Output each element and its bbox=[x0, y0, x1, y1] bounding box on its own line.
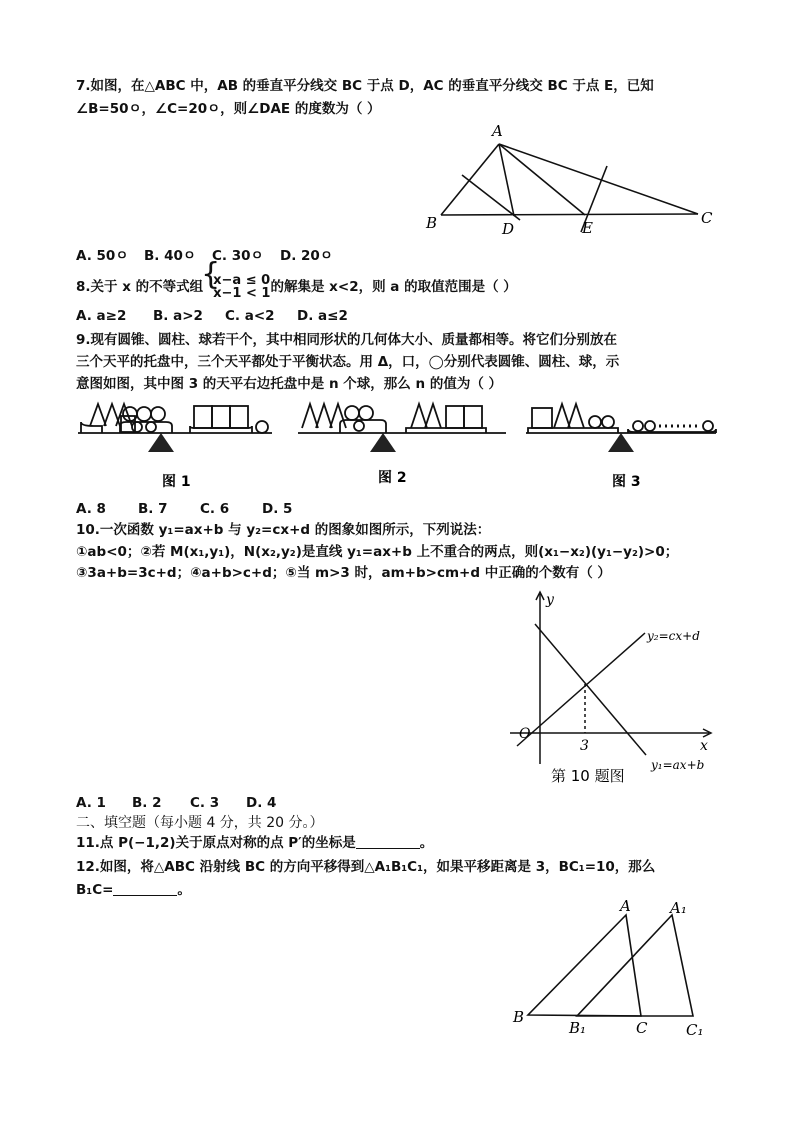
cone-icon bbox=[316, 404, 332, 428]
q7-line1: 7.如图，在△ABC 中，AB 的垂直平分线交 BC 于点 D，AC 的垂直平分线交 BC 于点 E，已知 bbox=[76, 78, 654, 94]
q12-label-c1: C₁ bbox=[686, 1021, 704, 1039]
q10-line3: ③3a+b=3c+d；④a+b>c+d；⑤当 m>3 时，am+b>cm+d 中正确的个数有（ ） bbox=[76, 565, 611, 581]
section-title: 二、填空题（每小题 4 分，共 20 分。） bbox=[76, 815, 324, 831]
q7-label-d: D bbox=[502, 220, 515, 238]
q7-triangle-figure bbox=[420, 120, 720, 240]
q8-inequality-2: x−1 < 1 bbox=[213, 286, 271, 301]
cone-icon bbox=[411, 404, 427, 428]
q9-line1: 9.现有圆锥、圆柱、球若干个，其中相同形状的几何体大小、质量都相等。将它们分别放在 bbox=[76, 332, 618, 348]
sphere-icon bbox=[359, 406, 373, 420]
q9-balance-1 bbox=[78, 404, 272, 433]
q10-line2-label: y₂=cx+d bbox=[647, 629, 700, 643]
q10-line-y1 bbox=[535, 624, 646, 755]
q8-option-d[interactable]: D. a≤2 bbox=[297, 308, 348, 324]
q9-option-a[interactable]: A. 8 bbox=[76, 501, 106, 517]
q10-options bbox=[76, 793, 276, 813]
q9-fulcrum-1 bbox=[148, 433, 174, 452]
q9-caption-2: 图 2 bbox=[378, 470, 407, 486]
q7-option-d[interactable]: D. 20ㅇ bbox=[280, 248, 333, 264]
q7-perp-bisector-ab bbox=[462, 175, 520, 220]
sphere-icon bbox=[146, 422, 156, 432]
sphere-icon bbox=[645, 421, 655, 431]
q10-option-d[interactable]: D. 4 bbox=[246, 795, 277, 811]
q12-label-b: B bbox=[513, 1008, 525, 1026]
q7-option-b[interactable]: B. 40ㅇ bbox=[144, 248, 196, 264]
sphere-icon bbox=[345, 406, 359, 420]
cone-icon bbox=[302, 404, 318, 428]
q8-line bbox=[76, 274, 517, 300]
q12-label-a: A bbox=[620, 897, 631, 915]
cone-icon bbox=[90, 404, 106, 426]
q11-line bbox=[76, 833, 433, 853]
q8-inequality-1: { x−a ≤ 0 bbox=[213, 273, 271, 288]
q10-line2: ①ab<0；②若 M(x₁,y₁)，N(x₂,y₂)是直线 y₁=ax+b 上不重合的两点，则(x₁−x₂)(y₁−y₂)>0； bbox=[76, 544, 679, 560]
q7-label-a: A bbox=[492, 122, 503, 140]
sphere-icon bbox=[633, 421, 643, 431]
q10-graph bbox=[505, 588, 735, 788]
q9-options bbox=[76, 499, 292, 519]
q8-prefix: 8.关于 x 的不等式组 bbox=[76, 279, 204, 295]
q10-line1-label: y₁=ax+b bbox=[651, 758, 705, 772]
q10-option-a[interactable]: A. 1 bbox=[76, 795, 106, 811]
q9-option-d[interactable]: D. 5 bbox=[262, 501, 293, 517]
q9-fulcrum-2 bbox=[370, 433, 396, 452]
q9-balance-figure bbox=[76, 396, 726, 496]
q10-line1: 10.一次函数 y₁=ax+b 与 y₂=cx+d 的图象如图所示，下列说法： bbox=[76, 522, 491, 538]
cone-icon bbox=[425, 404, 441, 428]
q9-balance-2 bbox=[298, 404, 506, 433]
q10-option-c[interactable]: C. 3 bbox=[190, 795, 220, 811]
sphere-icon bbox=[602, 416, 614, 428]
cylinder-icon bbox=[194, 406, 212, 428]
sphere-icon bbox=[256, 421, 268, 433]
q9-fulcrum-3 bbox=[608, 433, 634, 452]
q11-answer-blank[interactable] bbox=[356, 834, 420, 849]
sphere-icon bbox=[137, 407, 151, 421]
q8-inequality-system bbox=[203, 274, 270, 300]
q12-label-a1: A₁ bbox=[670, 899, 687, 917]
q12-line1: 12.如图，将△ABC 沿射线 BC 的方向平移得到△A₁B₁C₁，如果平移距离是 3，BC₁=10，那么 bbox=[76, 859, 656, 875]
sphere-icon bbox=[151, 407, 165, 421]
q12-label-b1: B₁ bbox=[569, 1019, 587, 1037]
q9-option-c[interactable]: C. 6 bbox=[200, 501, 230, 517]
q7-line2: ∠B=50ㅇ，∠C=20ㅇ，则∠DAE 的度数为（ ） bbox=[76, 101, 381, 117]
q10-y-label: y bbox=[546, 592, 554, 608]
q10-caption: 第 10 题图 bbox=[551, 767, 625, 785]
q8-options bbox=[76, 306, 348, 326]
cone-icon bbox=[568, 404, 584, 428]
q7-label-c: C bbox=[701, 209, 713, 227]
q7-side-bc bbox=[441, 214, 698, 215]
q8-suffix: 的解集是 x<2，则 a 的取值范围是（ ） bbox=[270, 279, 517, 295]
q10-origin-label: O bbox=[519, 726, 531, 742]
q9-caption-3: 图 3 bbox=[612, 474, 641, 490]
cylinder-icon bbox=[446, 406, 464, 428]
q10-option-b[interactable]: B. 2 bbox=[132, 795, 162, 811]
q11-text: 11.点 P(−1,2)关于原点对称的点 P′的坐标是 bbox=[76, 835, 356, 851]
cylinder-icon bbox=[532, 408, 552, 428]
q7-side-ab bbox=[441, 144, 499, 215]
cone-icon bbox=[554, 404, 570, 428]
q7-option-a[interactable]: A. 50ㅇ bbox=[76, 248, 129, 264]
q7-side-ac bbox=[499, 144, 698, 214]
sphere-icon bbox=[589, 416, 601, 428]
sphere-icon bbox=[354, 421, 364, 431]
sphere-icon bbox=[132, 422, 142, 432]
q12-label-c: C bbox=[636, 1019, 648, 1037]
cylinder-icon bbox=[230, 406, 248, 428]
q8-option-b[interactable]: B. a>2 bbox=[153, 308, 203, 324]
cylinder-icon bbox=[212, 406, 230, 428]
q7-label-b: B bbox=[426, 214, 438, 232]
q12-end: 。 bbox=[177, 882, 191, 898]
q9-line3: 意图如图，其中图 3 的天平右边托盘中是 n 个球，那么 n 的值为（ ） bbox=[76, 376, 503, 392]
q8-option-a[interactable]: A. a≥2 bbox=[76, 308, 127, 324]
q12-b1c: B₁C= bbox=[76, 882, 114, 898]
q8-option-c[interactable]: C. a<2 bbox=[225, 308, 275, 324]
q10-x-label: x bbox=[700, 738, 708, 754]
cone-icon bbox=[330, 404, 346, 428]
q9-option-b[interactable]: B. 7 bbox=[138, 501, 168, 517]
q12-answer-blank[interactable] bbox=[113, 881, 177, 896]
cylinder-icon bbox=[464, 406, 482, 428]
q12-line2 bbox=[76, 880, 191, 900]
q12-triangle-a1b1c1 bbox=[577, 915, 693, 1016]
q11-end: 。 bbox=[419, 835, 434, 851]
q10-line-y2 bbox=[517, 633, 645, 746]
q9-balance-3 bbox=[526, 404, 716, 433]
q9-caption-1: 图 1 bbox=[162, 474, 191, 490]
q10-tick-3: 3 bbox=[580, 738, 589, 754]
q7-option-c[interactable]: C. 30ㅇ bbox=[212, 248, 264, 264]
q9-line2: 三个天平的托盘中，三个天平都处于平衡状态。用 Δ，口，◯分别代表圆锥、圆柱、球，示 bbox=[76, 354, 620, 370]
q12-translation-figure bbox=[505, 895, 725, 1055]
sphere-icon bbox=[703, 421, 713, 431]
q7-label-e: E bbox=[582, 219, 593, 237]
